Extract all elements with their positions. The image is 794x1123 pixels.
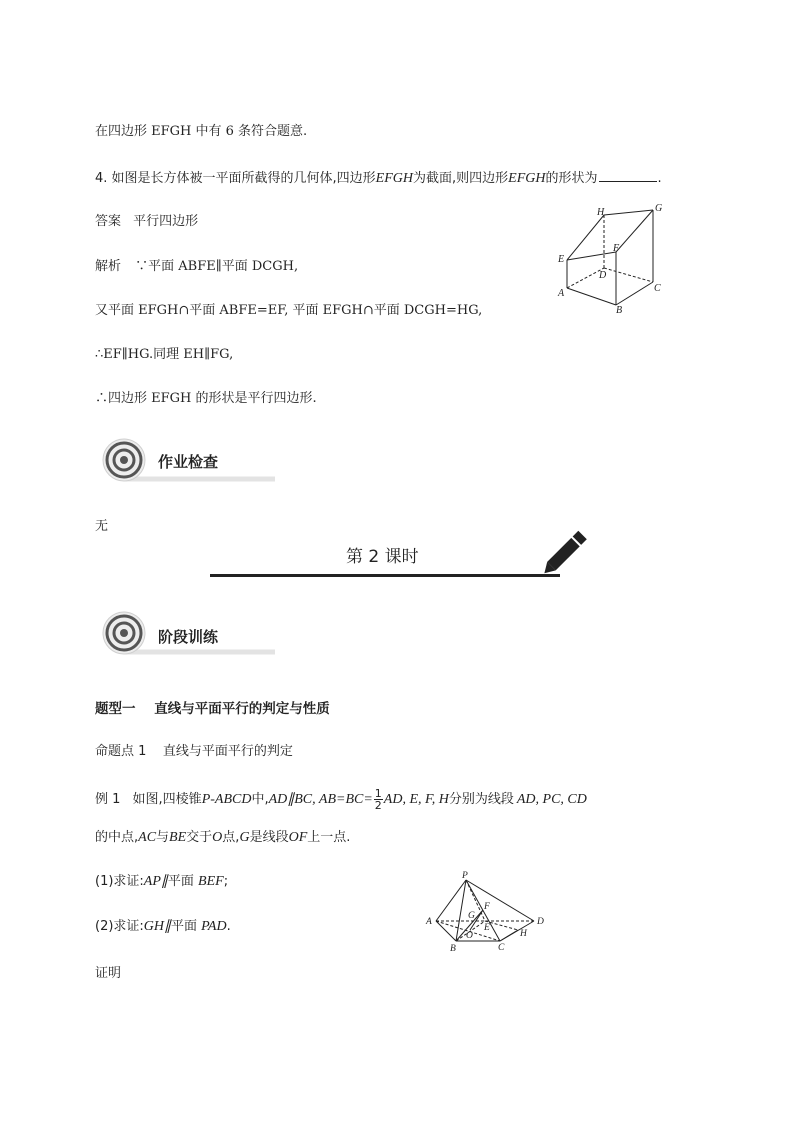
fig2-label-H: H — [520, 929, 527, 939]
section-header-training — [100, 610, 280, 660]
fig2-label-A: A — [426, 917, 432, 927]
fig2-label-B: B — [450, 944, 456, 954]
analysis-line-4: ∴四边形 EFGH 的形状是平行四边形. — [95, 391, 317, 406]
solution-text-line: 在四边形 EFGH 中有 6 条符合题意. — [95, 124, 308, 139]
point-heading: 命题点 1 直线与平面平行的判定 — [95, 744, 293, 759]
analysis-line-2: 又平面 EFGH∩平面 ABFE=EF, 平面 EFGH∩平面 DCGH=HG, — [95, 303, 483, 318]
fig1-label-E: E — [558, 254, 565, 265]
fig2-label-O: O — [466, 931, 473, 941]
fig1-label-F: F — [613, 243, 620, 254]
section-header-homework — [100, 437, 280, 487]
example-1-line-1: 例 1 如图,四棱锥P-ABCD中,AD∥BC, AB=BC= $\frac{1}{2}$ AD, E, F, H分别为线段 AD, PC, CD — [95, 787, 587, 812]
fig2-label-D: D — [537, 917, 544, 927]
section-title-training: 阶段训练 — [158, 628, 219, 646]
answer-label: 答案 — [95, 214, 122, 229]
fig2-label-E: E — [484, 923, 490, 933]
example-1-line-2: 的中点,AC与BE交于O点,G是线段OF上一点. — [95, 830, 351, 845]
fig2-label-G: G — [468, 911, 475, 921]
sub-question-1: (1)求证:AP∥平面 BEF; — [95, 874, 229, 889]
fig1-label-C: C — [654, 283, 661, 294]
cuboid-figure — [555, 200, 675, 320]
fraction-one-half: $\frac{1}{2}$ — [374, 787, 382, 812]
fig1-label-H: H — [597, 207, 605, 218]
fig1-label-B: B — [616, 305, 623, 316]
fig2-label-F: F — [484, 902, 490, 912]
question-4: 4. 如图是长方体被一平面所截得的几何体,四边形EFGH为截面,则四边形EFGH的形状为 . — [95, 171, 662, 186]
fig1-label-D: D — [599, 270, 607, 281]
analysis-label: 解析 — [95, 259, 122, 274]
answer-blank — [599, 169, 657, 182]
proof-label: 证明 — [95, 966, 122, 981]
fig2-label-P: P — [462, 871, 468, 881]
sub-question-2: (2)求证:GH∥平面 PAD. — [95, 919, 231, 934]
fig2-label-C: C — [498, 943, 505, 953]
fig1-label-A: A — [558, 288, 565, 299]
analysis-line-1: 解析 ∵平面 ABFE∥平面 DCGH, — [95, 259, 299, 274]
lesson-title: 第 2 课时 — [346, 547, 419, 567]
section-title-homework: 作业检查 — [158, 453, 219, 471]
pyramid-figure — [422, 868, 552, 956]
answer-line — [95, 210, 198, 229]
topic-heading: 题型一 直线与平面平行的判定与性质 — [95, 701, 330, 717]
lesson-divider-line — [210, 574, 560, 577]
answer-text: 平行四边形 — [133, 214, 199, 229]
homework-content: 无 — [95, 519, 109, 534]
fig1-label-G: G — [655, 203, 663, 214]
analysis-line-3: ∴EF∥HG.同理 EH∥FG, — [95, 347, 234, 362]
example-label: 例 1 — [95, 792, 121, 807]
pencil-icon — [540, 525, 595, 580]
